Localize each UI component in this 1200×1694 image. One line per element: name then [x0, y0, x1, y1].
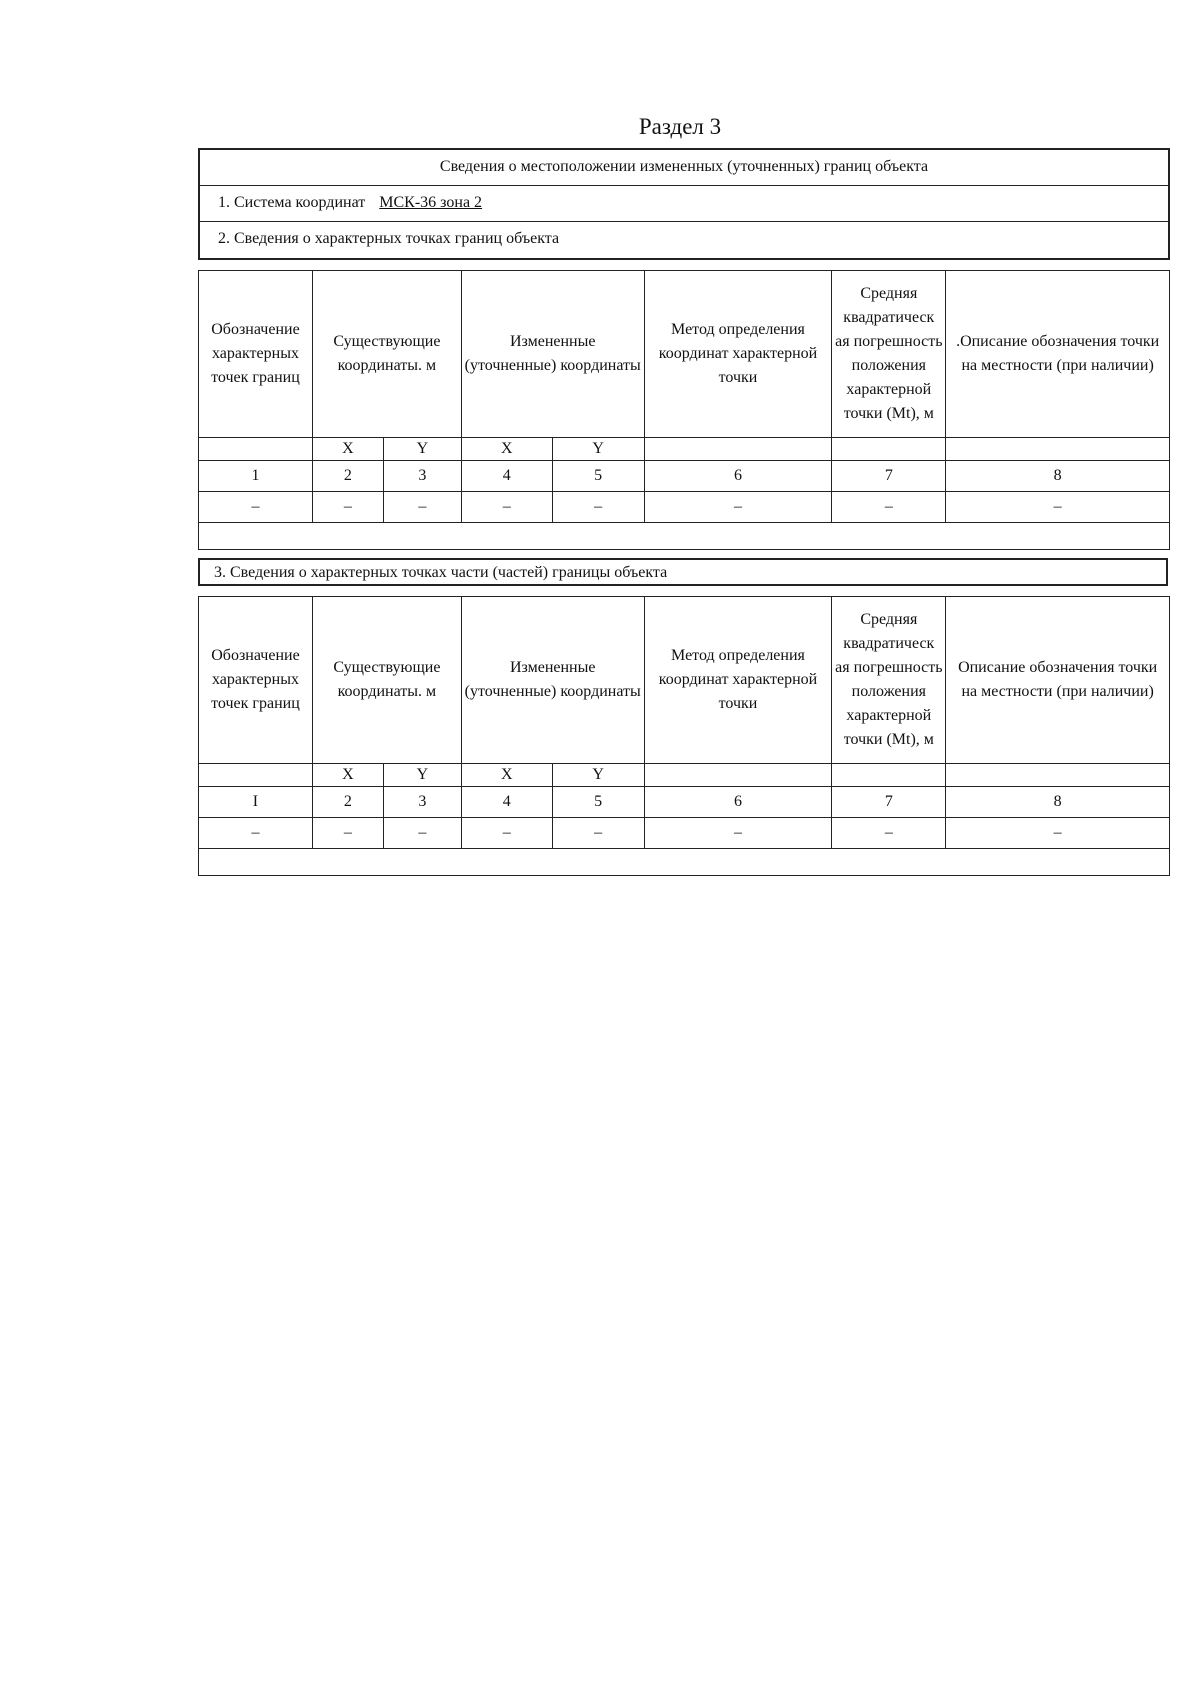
table-cell: –: [552, 492, 644, 523]
table-cell: –: [383, 818, 461, 849]
table-cell: X: [312, 764, 383, 787]
table-cell: 3: [383, 461, 461, 492]
table-cell: [832, 764, 946, 787]
header-cell: Обозначение характерных точек границ: [199, 597, 313, 764]
table-cell: 5: [552, 461, 644, 492]
table-cell: 8: [946, 787, 1170, 818]
table-cell: 4: [461, 461, 552, 492]
header-cell: Измененные (уточненные) координаты: [461, 597, 644, 764]
table-header-row: [199, 271, 1170, 438]
table-cell: –: [199, 818, 313, 849]
table-subheader-row: [199, 438, 1170, 461]
table-cell: [644, 764, 832, 787]
table-cell: [199, 764, 313, 787]
table-cell: –: [312, 492, 383, 523]
table-cell: 7: [832, 787, 946, 818]
table-row: [199, 492, 1170, 523]
table-number-row: [199, 461, 1170, 492]
table-cell: 8: [946, 461, 1170, 492]
table-cell: I: [199, 787, 313, 818]
table-cell: –: [199, 492, 313, 523]
table-cell: 4: [461, 787, 552, 818]
page-title: Раздел 3: [638, 114, 722, 139]
table-cell: 7: [832, 461, 946, 492]
table-cell: 6: [644, 461, 832, 492]
table-cell: –: [312, 818, 383, 849]
table-cell: 1: [199, 461, 313, 492]
table-cell: X: [461, 764, 552, 787]
table-cell: –: [383, 492, 461, 523]
header-cell: Измененные (уточненные) координаты: [461, 271, 644, 438]
table-cell: –: [461, 818, 552, 849]
table-cell: –: [552, 818, 644, 849]
table-empty-row: [199, 523, 1170, 550]
header-cell: Существующие координаты. м: [312, 597, 461, 764]
section2-title: 2. Сведения о характерных точках границ объекта: [218, 230, 560, 247]
coord-system-row: [200, 186, 1168, 222]
section-info-box: [198, 148, 1170, 260]
section3-title: 3. Сведения о характерных точках части (частей) границы объекта: [198, 558, 1168, 586]
header-cell: Существующие координаты. м: [312, 271, 461, 438]
table-cell: 2: [312, 461, 383, 492]
table-cell: Y: [383, 438, 461, 461]
table-empty-row: [199, 849, 1170, 876]
table-cell: 3: [383, 787, 461, 818]
table-cell: –: [644, 492, 832, 523]
header-cell: .Описание обозначения точки на местности (при наличии): [946, 271, 1170, 438]
table-header-row: [199, 597, 1170, 764]
table-row: [199, 818, 1170, 849]
table-cell: –: [832, 818, 946, 849]
table-cell: [832, 438, 946, 461]
header-cell: Метод определения координат характерной точки: [644, 597, 832, 764]
table-cell: [199, 523, 1170, 550]
section-header: Сведения о местоположении измененных (уточненных) границ объекта: [200, 150, 1168, 186]
header-cell: Метод определения координат характерной точки: [644, 271, 832, 438]
table-cell: [199, 438, 313, 461]
table-cell: 6: [644, 787, 832, 818]
table-subheader-row: [199, 764, 1170, 787]
table-cell: [946, 438, 1170, 461]
coord-system-value: МСК-36 зона 2: [379, 194, 483, 211]
table-cell: 2: [312, 787, 383, 818]
points-table-1: [198, 270, 1170, 550]
table-cell: [199, 849, 1170, 876]
header-cell: Описание обозначения точки на местности (при наличии): [946, 597, 1170, 764]
table-number-row: [199, 787, 1170, 818]
table-cell: –: [946, 492, 1170, 523]
header-cell: Средняя квадратическ ая погрешность положения характерной точки (Mt), м: [832, 597, 946, 764]
table-cell: –: [644, 818, 832, 849]
table-cell: –: [832, 492, 946, 523]
coord-system-label: 1. Система координат: [218, 194, 366, 211]
table-cell: [644, 438, 832, 461]
table-cell: Y: [552, 438, 644, 461]
points-table-2: [198, 596, 1170, 876]
table-cell: X: [461, 438, 552, 461]
table-cell: 5: [552, 787, 644, 818]
header-cell: Обозначение характерных точек границ: [199, 271, 313, 438]
table-cell: Y: [552, 764, 644, 787]
header-cell: Средняя квадратическ ая погрешность положения характерной точки (Mt), м: [832, 271, 946, 438]
table-cell: Y: [383, 764, 461, 787]
table-cell: –: [461, 492, 552, 523]
table-cell: [946, 764, 1170, 787]
table-cell: X: [312, 438, 383, 461]
table-cell: –: [946, 818, 1170, 849]
